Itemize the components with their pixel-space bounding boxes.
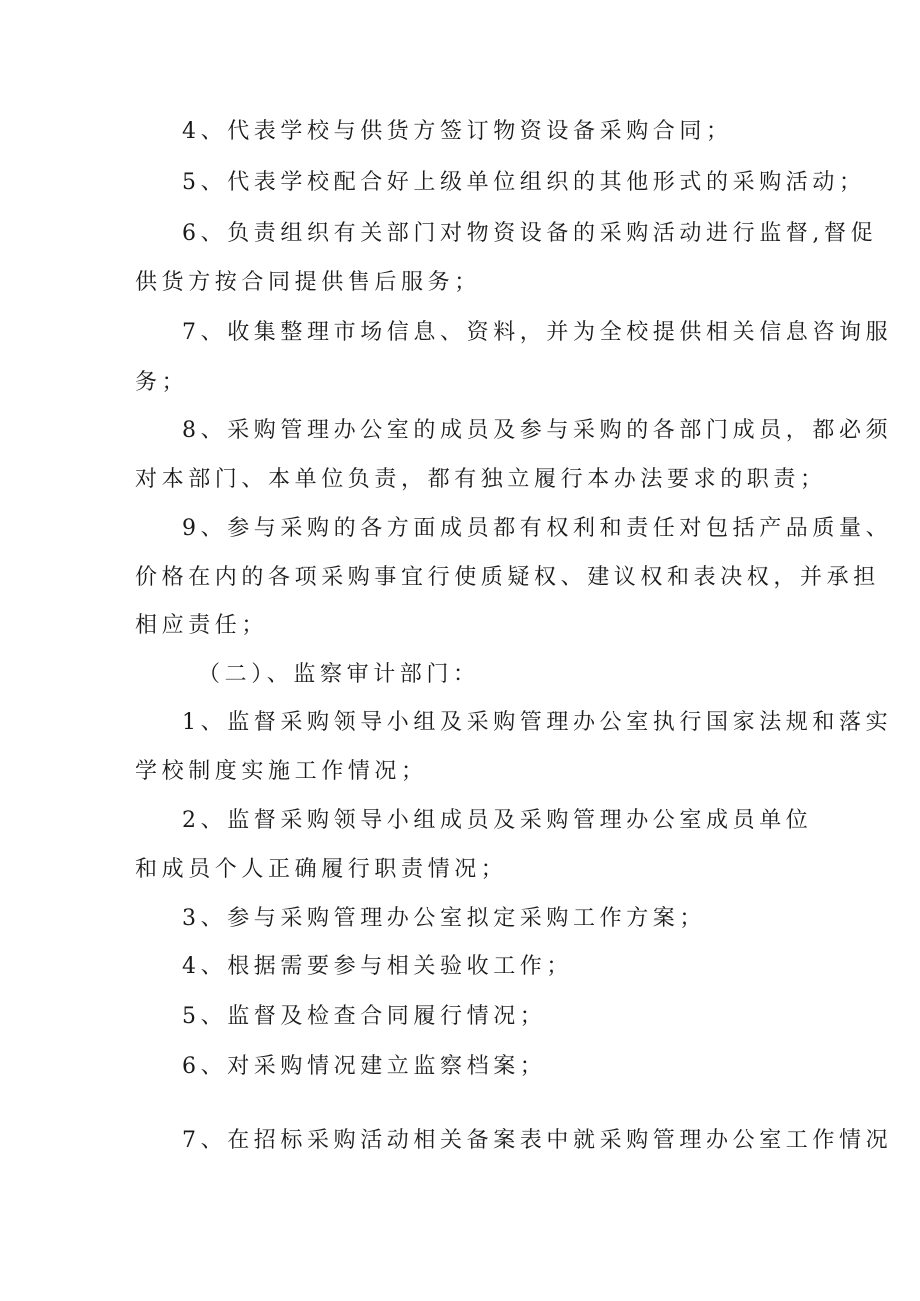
paragraph-item-7: 7、收集整理市场信息、资料，并为全校提供相关信息咨询服 <box>182 320 893 345</box>
audit-item-6: 6、对采购情况建立监察档案； <box>182 1054 547 1079</box>
paragraph-item-9-cont-2: 相应责任； <box>135 613 269 638</box>
paragraph-item-4: 4、代表学校与供货方签订物资设备采购合同； <box>182 119 733 144</box>
audit-item-2: 2、监督采购领导小组成员及采购管理办公室成员单位 <box>182 808 813 833</box>
paragraph-item-8-cont: 对本部门、本单位负责，都有独立履行本办法要求的职责； <box>135 467 827 492</box>
paragraph-item-5: 5、代表学校配合好上级单位组织的其他形式的采购活动； <box>182 170 866 195</box>
paragraph-item-9-cont-1: 价格在内的各项采购事宜行使质疑权、建议权和表决权，并承担 <box>135 565 880 590</box>
audit-item-2-cont: 和成员个人正确履行职责情况； <box>135 857 508 882</box>
paragraph-item-7-cont: 务； <box>135 370 189 395</box>
audit-item-5: 5、监督及检查合同履行情况； <box>182 1004 547 1029</box>
audit-item-1-cont: 学校制度实施工作情况； <box>135 759 428 784</box>
paragraph-item-6: 6、负责组织有关部门对物资设备的采购活动进行监督,督促 <box>182 221 878 246</box>
audit-item-4: 4、根据需要参与相关验收工作； <box>182 954 573 979</box>
audit-item-7: 7、在招标采购活动相关备案表中就采购管理办公室工作情况 <box>182 1128 893 1153</box>
paragraph-item-9: 9、参与采购的各方面成员都有权利和责任对包括产品质量、 <box>182 516 893 541</box>
audit-item-1: 1、监督采购领导小组及采购管理办公室执行国家法规和落实 <box>182 710 893 735</box>
paragraph-item-6-cont: 供货方按合同提供售后服务； <box>135 270 481 295</box>
section-heading-audit: （二）、监察审计部门： <box>198 662 480 687</box>
audit-item-3: 3、参与采购管理办公室拟定采购工作方案； <box>182 906 706 931</box>
paragraph-item-8: 8、采购管理办公室的成员及参与采购的各部门成员，都必须 <box>182 418 893 443</box>
